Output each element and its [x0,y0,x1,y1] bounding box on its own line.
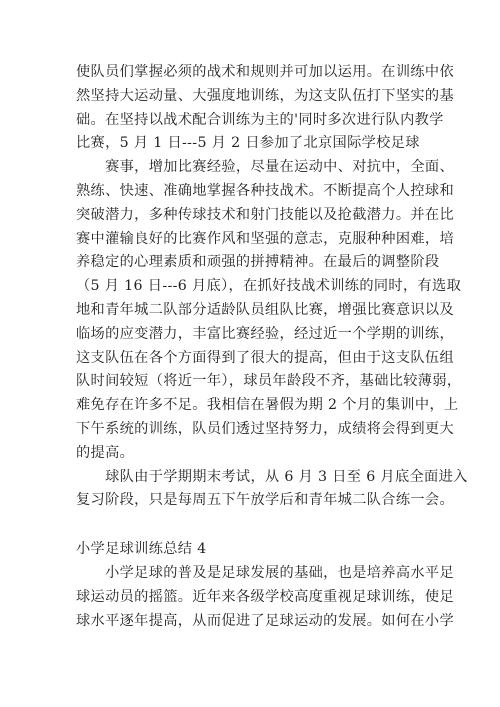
text-line: 球队由于学期期末考试，从 6 月 3 日至 6 月底全面进入 [76,468,468,485]
text-line: 养稳定的心理素质和顽强的拼搏精神。在最后的调整阶段 [76,254,440,271]
text-line: （5 月 16 日---6 月底），在抓好技战术训练的同时，有选取 [76,278,462,295]
text-line: 小学足球的普及是足球发展的基础，也是培养高水平足 [76,565,454,581]
paragraph-block-b [76,562,454,633]
paragraph-block-a [76,61,468,513]
text-line: 比赛，5 月 1 日---5 月 2 日参加了北京国际学校足球 [76,135,420,152]
text-line: 临场的应变潜力，丰富比赛经验，经过近一个学期的训练， [76,325,454,342]
text-line: 的提高。 [76,444,135,461]
text-line: 赛中灌输良好的比赛作风和坚强的意志，克服种种困难，培 [76,230,454,247]
text-line: 难免存在许多不足。我相信在暑假为期 2 个月的集训中，上 [76,397,459,414]
text-line: 础。在坚持以战术配合训练为主的'同时多次进行队内教学 [76,111,444,128]
section-heading: 小学足球训练总结 4 [76,541,207,557]
text-line: 使队员们掌握必须的战术和规则并可加以运用。在训练中依 [76,64,454,80]
text-line: 然坚持大运动量、大强度地训练，为这支队伍打下坚实的基 [76,87,454,104]
text-line: 队时间较短（将近一年），球员年龄段不齐，基础比较薄弱， [76,373,462,390]
text-line: 赛事，增加比赛经验，尽量在运动中、对抗中，全面、 [76,159,454,176]
text-line: 熟练、快速、准确地掌握各种技战术。不断提高个人控球和 [76,182,454,199]
text-line: 地和青年城二队部分适龄队员组队比赛，增强比赛意识以及 [76,301,454,318]
text-line: 球运动员的摇篮。近年来各级学校高度重视足球训练，使足 [76,588,454,605]
text-line: 突破潜力，多种传球技术和射门技能以及抢截潜力。并在比 [76,206,454,223]
text-line: 球水平逐年提高，从而促进了足球运动的发展。如何在小学 [76,612,454,629]
text-line: 复习阶段，只是每周五下午放学后和青年城二队合练一会。 [76,492,454,509]
text-line: 这支队伍在各个方面得到了很大的提高，但由于这支队伍组 [76,349,454,366]
text-line: 下午系统的训练，队员们透过坚持努力，成绩将会得到更大 [76,420,454,437]
